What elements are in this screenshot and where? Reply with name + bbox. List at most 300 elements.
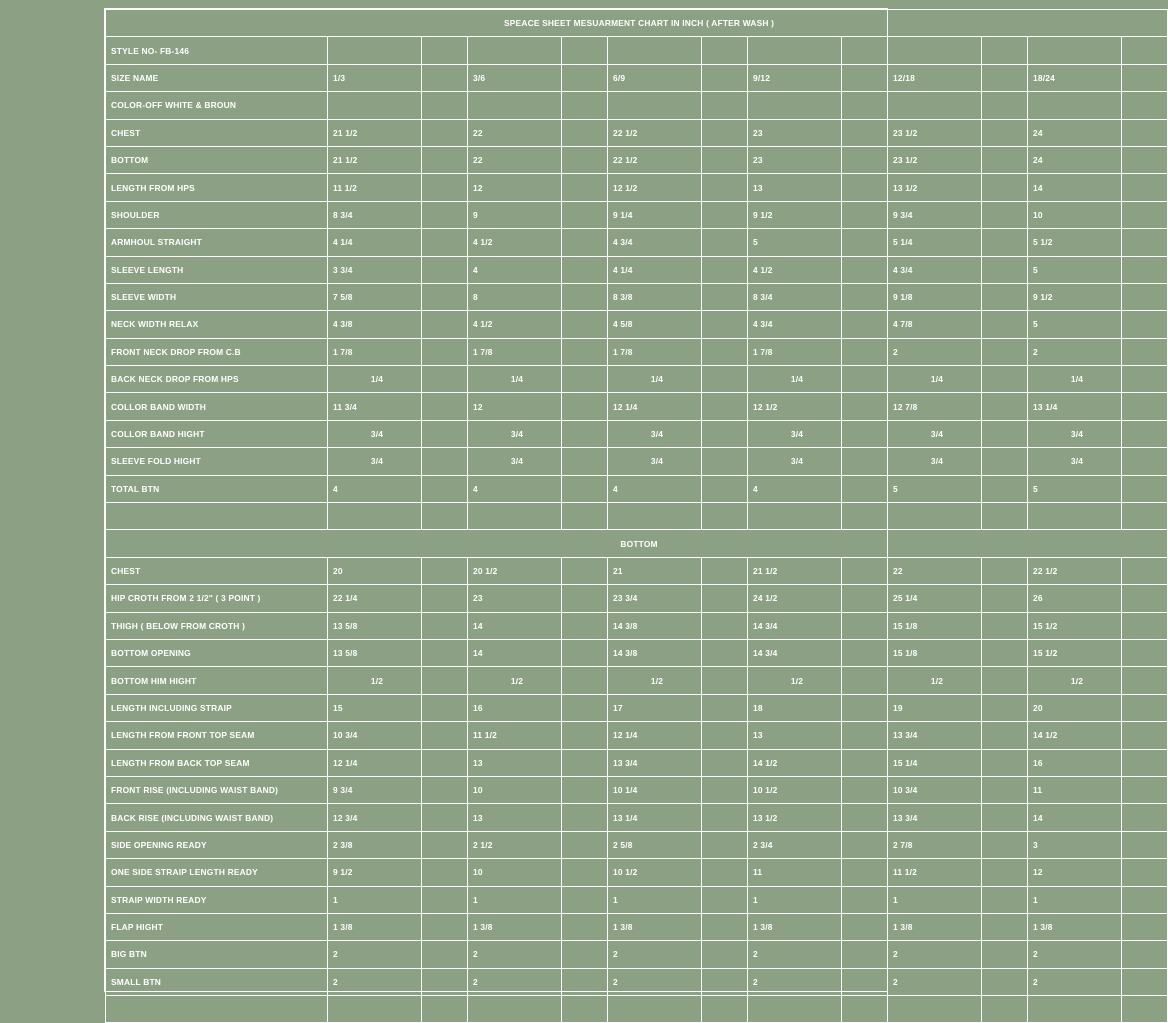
empty-cell — [702, 448, 748, 475]
empty-cell — [1122, 639, 1168, 666]
measurement-value: 22 — [468, 119, 562, 146]
style-no-row — [106, 37, 1168, 64]
measurement-value: 1/4 — [328, 366, 422, 393]
measurement-value: 22 — [888, 557, 982, 584]
empty-cell — [1028, 996, 1122, 1023]
measurement-value: 14 3/4 — [748, 639, 842, 666]
empty-cell — [982, 831, 1028, 858]
empty-cell — [842, 256, 888, 283]
measurement-value: 10 — [1028, 201, 1122, 228]
empty-cell — [1122, 503, 1168, 530]
empty-cell — [1122, 913, 1168, 940]
measurement-value: 22 — [468, 146, 562, 173]
empty-cell — [982, 92, 1028, 119]
measurement-label: BIG BTN — [106, 941, 328, 968]
empty-cell — [422, 366, 468, 393]
empty-cell — [982, 366, 1028, 393]
measurement-value: 4 3/4 — [888, 256, 982, 283]
empty-cell — [982, 420, 1028, 447]
measurement-value: 23 1/2 — [888, 146, 982, 173]
measurement-row — [106, 366, 1168, 393]
empty-cell — [422, 639, 468, 666]
measurement-value: 13 — [468, 804, 562, 831]
empty-cell — [422, 694, 468, 721]
measurement-value: 23 — [748, 146, 842, 173]
measurement-row — [106, 119, 1168, 146]
measurement-value: 4 3/4 — [748, 311, 842, 338]
measurement-value: 13 — [748, 722, 842, 749]
measurement-value: 2 — [608, 968, 702, 995]
measurement-row — [106, 146, 1168, 173]
empty-cell — [422, 996, 468, 1023]
measurement-value: 3/4 — [1028, 420, 1122, 447]
measurement-value: 1 7/8 — [468, 338, 562, 365]
measurement-row — [106, 393, 1168, 420]
measurement-value: 12 7/8 — [888, 393, 982, 420]
measurement-value: 4 1/2 — [468, 229, 562, 256]
empty-cell — [702, 146, 748, 173]
measurement-value: 3/4 — [468, 448, 562, 475]
empty-cell — [1122, 859, 1168, 886]
empty-cell — [982, 913, 1028, 940]
empty-cell — [842, 996, 888, 1023]
measurement-value: 10 1/2 — [748, 776, 842, 803]
measurement-row — [106, 557, 1168, 584]
measurement-value: 4 — [328, 475, 422, 502]
empty-cell — [422, 201, 468, 228]
measurement-value: 1 — [328, 886, 422, 913]
measurement-value: 13 — [468, 749, 562, 776]
empty-cell — [982, 694, 1028, 721]
measurement-value: 13 1/2 — [888, 174, 982, 201]
measurement-value: 1 3/8 — [328, 913, 422, 940]
measurement-label: SIDE OPENING READY — [106, 831, 328, 858]
empty-cell — [1122, 119, 1168, 146]
measurement-value: 9 3/4 — [888, 201, 982, 228]
measurement-value: 8 3/4 — [328, 201, 422, 228]
empty-cell — [842, 366, 888, 393]
empty-cell — [842, 886, 888, 913]
measurement-value: 9 — [468, 201, 562, 228]
measurement-value: 25 1/4 — [888, 585, 982, 612]
empty-cell — [982, 804, 1028, 831]
measurement-value: 21 — [608, 557, 702, 584]
empty-cell — [1122, 776, 1168, 803]
measurement-value: 9 1/2 — [328, 859, 422, 886]
empty-cell — [702, 64, 748, 91]
measurement-value: 2 — [468, 968, 562, 995]
empty-cell — [748, 996, 842, 1023]
empty-cell — [842, 201, 888, 228]
empty-cell — [422, 913, 468, 940]
empty-cell — [982, 37, 1028, 64]
measurement-value: 1 3/8 — [888, 913, 982, 940]
measurement-row — [106, 941, 1168, 968]
measurement-value: 12 — [468, 393, 562, 420]
measurement-value: 22 1/2 — [1028, 557, 1122, 584]
sheet-title: SPEACE SHEET MESUARMENT CHART IN INCH ( AFTER WASH ) — [106, 10, 1168, 37]
empty-cell — [842, 804, 888, 831]
empty-cell — [562, 366, 608, 393]
measurement-row — [106, 338, 1168, 365]
empty-cell — [562, 886, 608, 913]
measurement-row — [106, 201, 1168, 228]
empty-cell — [842, 859, 888, 886]
empty-cell — [702, 503, 748, 530]
measurement-value: 3/4 — [748, 448, 842, 475]
empty-cell — [982, 338, 1028, 365]
empty-cell — [1122, 996, 1168, 1023]
size-name-label: SIZE NAME — [106, 64, 328, 91]
empty-cell — [562, 585, 608, 612]
measurement-value: 23 3/4 — [608, 585, 702, 612]
empty-cell — [1122, 64, 1168, 91]
measurement-row — [106, 311, 1168, 338]
title-row — [106, 10, 1168, 37]
empty-cell — [1122, 201, 1168, 228]
measurement-row — [106, 174, 1168, 201]
measurement-value: 15 1/8 — [888, 639, 982, 666]
measurement-label: SLEEVE LENGTH — [106, 256, 328, 283]
empty-cell — [702, 201, 748, 228]
measurement-value: 14 — [1028, 804, 1122, 831]
measurement-value: 20 — [328, 557, 422, 584]
empty-cell — [608, 37, 702, 64]
empty-cell — [842, 749, 888, 776]
measurement-value: 1 3/8 — [748, 913, 842, 940]
measurement-value: 8 3/4 — [748, 283, 842, 310]
measurement-value: 10 3/4 — [888, 776, 982, 803]
measurement-value: 4 — [468, 256, 562, 283]
empty-cell — [1122, 749, 1168, 776]
size-header-3: 6/9 — [608, 64, 702, 91]
empty-cell — [702, 913, 748, 940]
measurement-label: HIP CROTH FROM 2 1/2" ( 3 POINT ) — [106, 585, 328, 612]
empty-cell — [562, 338, 608, 365]
measurement-value: 2 3/4 — [748, 831, 842, 858]
measurement-value: 24 — [1028, 119, 1122, 146]
measurement-value: 1 3/8 — [608, 913, 702, 940]
empty-cell — [702, 968, 748, 995]
empty-cell — [1122, 146, 1168, 173]
measurement-value: 22 1/2 — [608, 119, 702, 146]
empty-cell — [562, 722, 608, 749]
measurement-value: 13 3/4 — [888, 722, 982, 749]
empty-cell — [562, 201, 608, 228]
color-label: COLOR-OFF WHITE & BROUN — [106, 92, 328, 119]
measurement-label: COLLOR BAND WIDTH — [106, 393, 328, 420]
measurement-value: 20 1/2 — [468, 557, 562, 584]
empty-cell — [562, 475, 608, 502]
empty-cell — [1122, 831, 1168, 858]
measurement-value: 3/4 — [608, 420, 702, 447]
empty-cell — [422, 968, 468, 995]
empty-cell — [982, 968, 1028, 995]
measurement-value: 5 1/4 — [888, 229, 982, 256]
measurement-row — [106, 831, 1168, 858]
measurement-value: 12 1/4 — [328, 749, 422, 776]
empty-cell — [106, 503, 328, 530]
empty-cell — [1122, 174, 1168, 201]
measurement-label: SHOULDER — [106, 201, 328, 228]
empty-cell — [562, 749, 608, 776]
measurement-value: 2 — [888, 338, 982, 365]
empty-cell — [562, 941, 608, 968]
empty-cell — [702, 229, 748, 256]
empty-cell — [982, 941, 1028, 968]
empty-cell — [562, 37, 608, 64]
measurement-value: 4 7/8 — [888, 311, 982, 338]
measurement-label: CHEST — [106, 557, 328, 584]
measurement-value: 23 — [468, 585, 562, 612]
bottom-section-title-row — [106, 530, 1168, 557]
measurement-label: COLLOR BAND HIGHT — [106, 420, 328, 447]
empty-cell — [702, 174, 748, 201]
empty-cell — [982, 612, 1028, 639]
measurement-label: LENGTH FROM BACK TOP SEAM — [106, 749, 328, 776]
measurement-label: NECK WIDTH RELAX — [106, 311, 328, 338]
measurement-value: 13 3/4 — [608, 749, 702, 776]
empty-cell — [422, 475, 468, 502]
empty-cell — [842, 420, 888, 447]
empty-cell — [982, 201, 1028, 228]
measurement-value: 2 — [748, 968, 842, 995]
empty-cell — [888, 92, 982, 119]
empty-cell — [468, 92, 562, 119]
empty-cell — [562, 256, 608, 283]
empty-cell — [842, 283, 888, 310]
measurement-row — [106, 229, 1168, 256]
empty-cell — [702, 694, 748, 721]
measurement-value: 12 1/2 — [608, 174, 702, 201]
measurement-value: 4 — [608, 475, 702, 502]
measurement-value: 14 — [1028, 174, 1122, 201]
measurement-value: 5 — [1028, 256, 1122, 283]
measurement-value: 1 — [748, 886, 842, 913]
bottom-section-title: BOTTOM — [106, 530, 1168, 557]
empty-cell — [842, 119, 888, 146]
empty-cell — [842, 311, 888, 338]
empty-cell — [982, 448, 1028, 475]
measurement-value: 4 5/8 — [608, 311, 702, 338]
measurement-row — [106, 886, 1168, 913]
measurement-value: 3/4 — [1028, 448, 1122, 475]
empty-cell — [1122, 722, 1168, 749]
measurement-label: ARMHOUL STRAIGHT — [106, 229, 328, 256]
empty-cell — [1122, 694, 1168, 721]
empty-cell — [1122, 448, 1168, 475]
empty-cell — [562, 667, 608, 694]
measurement-value: 3/4 — [328, 420, 422, 447]
measurement-value: 1 3/8 — [468, 913, 562, 940]
measurement-value: 14 — [468, 639, 562, 666]
empty-cell — [748, 37, 842, 64]
empty-cell — [562, 311, 608, 338]
empty-cell — [422, 503, 468, 530]
measurement-label: BOTTOM HIM HIGHT — [106, 667, 328, 694]
measurement-value: 3 — [1028, 831, 1122, 858]
empty-cell — [1122, 256, 1168, 283]
empty-cell — [1122, 338, 1168, 365]
empty-cell — [982, 749, 1028, 776]
empty-cell — [1122, 229, 1168, 256]
empty-cell — [982, 283, 1028, 310]
empty-cell — [702, 557, 748, 584]
measurement-value: 1 3/8 — [1028, 913, 1122, 940]
measurement-value: 3/4 — [888, 420, 982, 447]
measurement-value: 16 — [468, 694, 562, 721]
empty-cell — [562, 146, 608, 173]
measurement-label: FRONT NECK DROP FROM C.B — [106, 338, 328, 365]
empty-cell — [1122, 667, 1168, 694]
measurement-value: 10 — [468, 776, 562, 803]
measurement-row — [106, 913, 1168, 940]
size-header-4: 9/12 — [748, 64, 842, 91]
measurement-label: THIGH ( BELOW FROM CROTH ) — [106, 612, 328, 639]
empty-cell — [842, 146, 888, 173]
measurement-value: 24 1/2 — [748, 585, 842, 612]
empty-cell — [702, 338, 748, 365]
empty-cell — [422, 722, 468, 749]
empty-cell — [562, 859, 608, 886]
empty-cell — [702, 996, 748, 1023]
empty-cell — [702, 639, 748, 666]
measurement-value: 11 1/2 — [468, 722, 562, 749]
measurement-label: FLAP HIGHT — [106, 913, 328, 940]
measurement-value: 3/4 — [888, 448, 982, 475]
empty-cell — [562, 639, 608, 666]
empty-cell — [702, 420, 748, 447]
measurement-value: 1/4 — [748, 366, 842, 393]
measurement-row — [106, 859, 1168, 886]
measurement-value: 2 — [748, 941, 842, 968]
empty-cell — [1122, 941, 1168, 968]
empty-cell — [702, 366, 748, 393]
empty-cell — [702, 92, 748, 119]
measurement-table — [105, 9, 1168, 1023]
empty-cell — [702, 256, 748, 283]
empty-cell — [982, 859, 1028, 886]
empty-cell — [422, 37, 468, 64]
empty-cell — [422, 776, 468, 803]
empty-cell — [562, 996, 608, 1023]
measurement-value: 3/4 — [608, 448, 702, 475]
empty-cell — [422, 859, 468, 886]
measurement-row — [106, 722, 1168, 749]
empty-cell — [328, 503, 422, 530]
empty-cell — [888, 37, 982, 64]
empty-cell — [562, 283, 608, 310]
empty-cell — [1122, 968, 1168, 995]
empty-cell — [842, 667, 888, 694]
measurement-value: 4 — [748, 475, 842, 502]
measurement-value: 2 3/8 — [328, 831, 422, 858]
empty-cell — [1122, 37, 1168, 64]
measurement-value: 1 7/8 — [608, 338, 702, 365]
measurement-value: 1 — [1028, 886, 1122, 913]
measurement-row — [106, 283, 1168, 310]
measurement-value: 5 — [888, 475, 982, 502]
measurement-value: 24 — [1028, 146, 1122, 173]
empty-cell — [982, 667, 1028, 694]
measurement-value: 19 — [888, 694, 982, 721]
empty-cell — [888, 503, 982, 530]
empty-cell — [328, 996, 422, 1023]
empty-cell — [982, 311, 1028, 338]
measurement-value: 5 — [1028, 475, 1122, 502]
measurement-row — [106, 804, 1168, 831]
empty-cell — [468, 37, 562, 64]
measurement-value: 14 3/8 — [608, 612, 702, 639]
empty-cell — [608, 503, 702, 530]
empty-cell — [1122, 475, 1168, 502]
empty-cell — [562, 694, 608, 721]
empty-cell — [982, 639, 1028, 666]
measurement-value: 13 1/4 — [608, 804, 702, 831]
measurement-value: 4 1/2 — [468, 311, 562, 338]
measurement-value: 5 — [748, 229, 842, 256]
measurement-value: 5 — [1028, 311, 1122, 338]
empty-cell — [842, 229, 888, 256]
empty-cell — [562, 612, 608, 639]
empty-cell — [842, 174, 888, 201]
empty-cell — [1122, 804, 1168, 831]
empty-cell — [982, 174, 1028, 201]
measurement-value: 22 1/2 — [608, 146, 702, 173]
measurement-value: 15 — [328, 694, 422, 721]
empty-cell — [422, 174, 468, 201]
measurement-label: SMALL BTN — [106, 968, 328, 995]
measurement-label: BACK NECK DROP FROM HPS — [106, 366, 328, 393]
empty-cell — [842, 92, 888, 119]
empty-cell — [1122, 283, 1168, 310]
measurement-value: 8 — [468, 283, 562, 310]
measurement-value: 21 1/2 — [748, 557, 842, 584]
measurement-row — [106, 667, 1168, 694]
measurement-value: 14 1/2 — [1028, 722, 1122, 749]
empty-cell — [702, 749, 748, 776]
measurement-label: SLEEVE FOLD HIGHT — [106, 448, 328, 475]
empty-cell — [982, 585, 1028, 612]
measurement-value: 12 3/4 — [328, 804, 422, 831]
empty-cell — [842, 448, 888, 475]
measurement-value: 1/2 — [468, 667, 562, 694]
measurement-value: 15 1/2 — [1028, 639, 1122, 666]
empty-cell — [422, 886, 468, 913]
measurement-label: ONE SIDE STRAIP LENGTH READY — [106, 859, 328, 886]
empty-cell — [842, 475, 888, 502]
measurement-value: 12 1/2 — [748, 393, 842, 420]
measurement-value: 2 — [328, 968, 422, 995]
empty-cell — [1122, 92, 1168, 119]
empty-cell — [468, 996, 562, 1023]
empty-cell — [422, 667, 468, 694]
empty-cell — [702, 667, 748, 694]
empty-cell — [982, 503, 1028, 530]
spec-sheet — [104, 8, 1084, 992]
measurement-value: 11 — [1028, 776, 1122, 803]
empty-cell — [562, 64, 608, 91]
empty-cell — [842, 585, 888, 612]
empty-cell — [842, 503, 888, 530]
empty-cell — [562, 393, 608, 420]
measurement-value: 2 — [1028, 941, 1122, 968]
empty-cell — [702, 283, 748, 310]
empty-cell — [842, 612, 888, 639]
measurement-value: 4 3/4 — [608, 229, 702, 256]
empty-cell — [982, 557, 1028, 584]
empty-cell — [842, 831, 888, 858]
